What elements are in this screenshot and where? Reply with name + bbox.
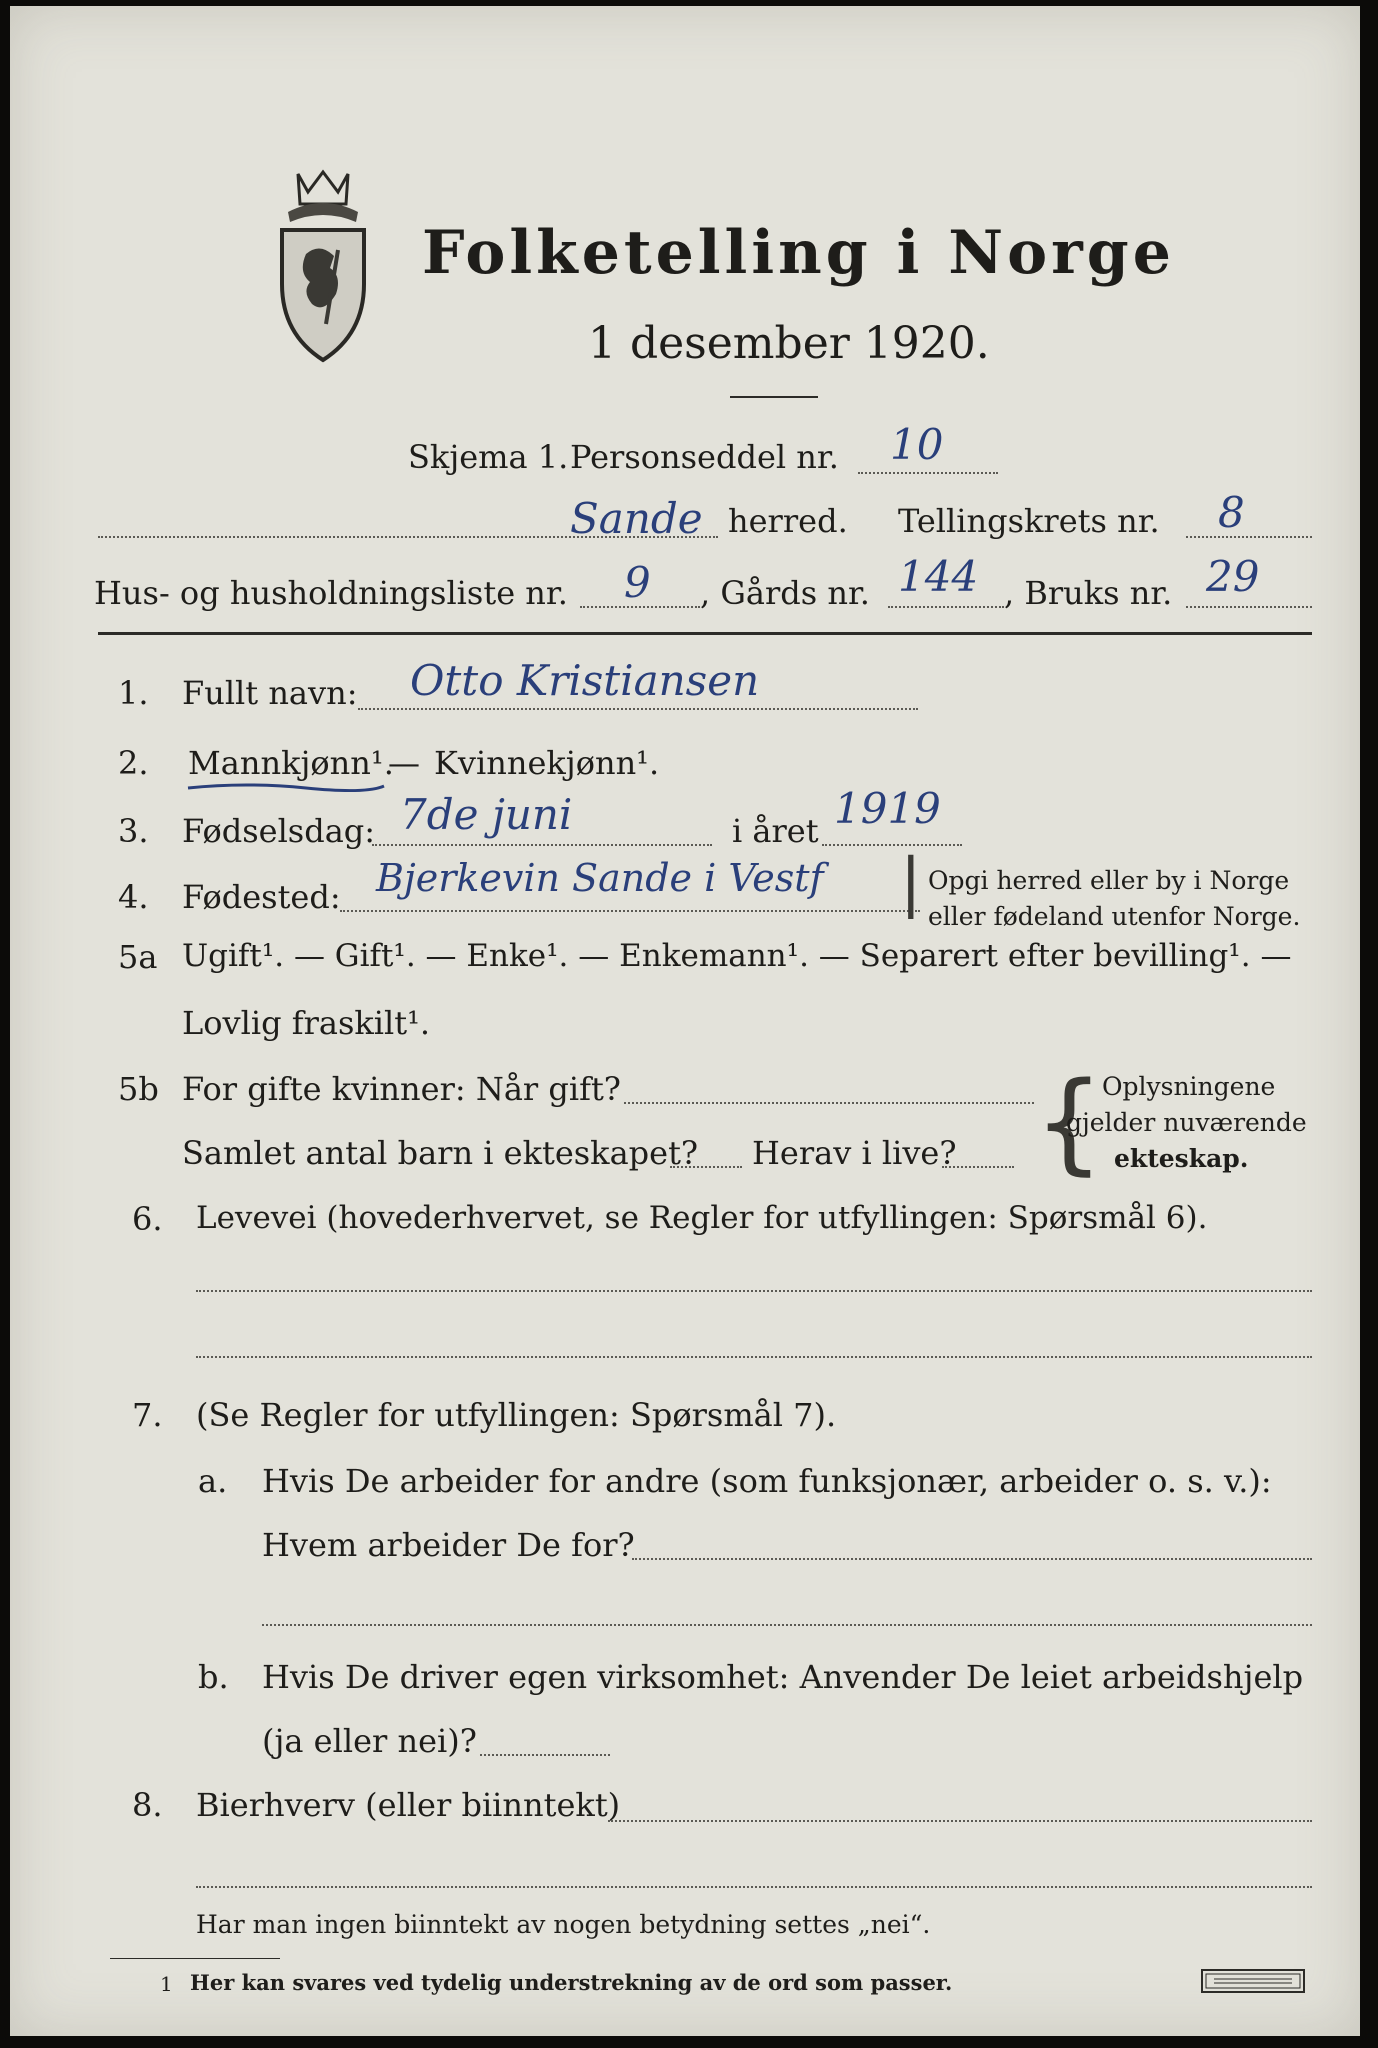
- q7a-line-1: Hvis De arbeider for andre (som funksjonær, arbeider o. s. v.):: [262, 1462, 1272, 1500]
- q7a-letter: a.: [198, 1462, 228, 1500]
- birth-date-value[interactable]: 7de juni: [400, 790, 573, 839]
- q3-dotted-line: [372, 844, 712, 846]
- printer-stamp-icon: [1200, 1968, 1306, 1994]
- q5b-alive-dotted-line[interactable]: [942, 1166, 1014, 1168]
- skjema-label: Skjema 1.: [408, 438, 569, 476]
- title-divider: [730, 396, 818, 398]
- q8-number: 8.: [132, 1786, 163, 1824]
- q5b-children-label: Samlet antal barn i ekteskapet?: [182, 1134, 699, 1172]
- q3-number: 3.: [118, 812, 149, 850]
- q4-brace: |: [900, 846, 922, 920]
- gards-label: , Gårds nr.: [700, 574, 870, 612]
- q3-year-dotted-line: [822, 844, 962, 846]
- hus-label: Hus- og husholdningsliste nr.: [94, 574, 568, 612]
- q7b-line-2: (ja eller nei)?: [262, 1722, 477, 1760]
- q6-answer-line-2[interactable]: [196, 1356, 1312, 1358]
- q8-label: Bierhverv (eller biinntekt): [196, 1786, 621, 1824]
- q1-number: 1.: [118, 674, 149, 712]
- herred-value[interactable]: Sande: [570, 494, 703, 543]
- coat-of-arms-icon: [268, 164, 378, 364]
- q2-male-option[interactable]: Mannkjønn¹.: [188, 744, 394, 782]
- q7b-hired-help-dotted-line[interactable]: [480, 1754, 610, 1756]
- hus-value[interactable]: 9: [624, 558, 651, 607]
- personseddel-label: Personseddel nr.: [570, 438, 839, 476]
- footnote-text: Her kan svares ved tydelig understrekning av de ord som passer.: [190, 1970, 953, 1995]
- q5b-note-line-3: ekteskap.: [1114, 1144, 1249, 1173]
- q8-dotted-line-2[interactable]: [196, 1886, 1312, 1888]
- gards-dotted-line: [888, 606, 1004, 608]
- q2-female-option[interactable]: Kvinnekjønn¹.: [434, 744, 660, 782]
- q5a-civil-status-options[interactable]: Ugift¹. — Gift¹. — Enke¹. — Enkemann¹. — Separert efter bevilling¹. —: [182, 938, 1292, 974]
- bruks-label: , Bruks nr.: [1004, 574, 1173, 612]
- q5b-note-line-2: gjelder nuværende: [1066, 1108, 1307, 1137]
- q5b-when-married-label: For gifte kvinner: Når gift?: [182, 1070, 621, 1108]
- q1-dotted-line: [358, 708, 918, 710]
- full-name-value[interactable]: Otto Kristiansen: [410, 656, 760, 705]
- gards-value[interactable]: 144: [898, 552, 979, 601]
- footnote-marker: 1: [160, 1972, 173, 1996]
- herred-label: herred.: [728, 502, 848, 540]
- q5b-when-married-dotted-line[interactable]: [624, 1102, 1034, 1104]
- tellingskrets-value[interactable]: 8: [1218, 488, 1245, 537]
- birth-year-value[interactable]: 1919: [834, 784, 941, 833]
- q5a-divorced-option[interactable]: Lovlig fraskilt¹.: [182, 1004, 431, 1042]
- q5b-children-dotted-line[interactable]: [670, 1166, 742, 1168]
- q7b-letter: b.: [198, 1658, 229, 1696]
- q2-separator: —: [388, 744, 420, 782]
- q4-label: Fødested:: [182, 878, 341, 916]
- personseddel-dotted-line: [858, 472, 998, 474]
- q7-label: (Se Regler for utfyllingen: Spørsmål 7).: [196, 1396, 837, 1434]
- bruks-value[interactable]: 29: [1206, 552, 1260, 601]
- q3-year-label: i året: [732, 812, 819, 850]
- q5b-note-line-1: Oplysningene: [1102, 1072, 1276, 1101]
- tellingskrets-dotted-line: [1186, 536, 1312, 538]
- q7-number: 7.: [132, 1396, 163, 1434]
- tellingskrets-label: Tellingskrets nr.: [898, 502, 1160, 540]
- q4-note-line-2: eller fødeland utenfor Norge.: [928, 902, 1301, 931]
- q6-label: Levevei (hovederhvervet, se Regler for utfyllingen: Spørsmål 6).: [196, 1200, 1208, 1236]
- q4-note-line-1: Opgi herred eller by i Norge: [928, 866, 1290, 895]
- header-rule: [98, 632, 1312, 635]
- form-title: Folketelling i Norge: [422, 218, 1175, 288]
- personseddel-value[interactable]: 10: [890, 420, 944, 469]
- q5b-brace: {: [1034, 1058, 1104, 1186]
- male-underline-mark: [186, 780, 386, 796]
- q5b-number: 5b: [118, 1070, 159, 1108]
- q2-number: 2.: [118, 744, 149, 782]
- q1-label: Fullt navn:: [182, 674, 358, 712]
- q8-note: Har man ingen biinntekt av nogen betydning settes „nei“.: [196, 1910, 931, 1939]
- q4-dotted-line: [340, 910, 920, 912]
- q6-answer-line-1[interactable]: [196, 1290, 1312, 1292]
- q8-dotted-line[interactable]: [608, 1820, 1312, 1822]
- census-form-sheet: [10, 6, 1360, 2036]
- q6-number: 6.: [132, 1200, 163, 1238]
- q7b-line-1: Hvis De driver egen virksomhet: Anvender De leiet arbeidshjelp: [262, 1658, 1304, 1696]
- census-date: 1 desember 1920.: [588, 318, 990, 369]
- bruks-dotted-line: [1186, 606, 1312, 608]
- q5b-alive-label: Herav i live?: [752, 1134, 957, 1172]
- birthplace-value[interactable]: Bjerkevin Sande i Vestf: [376, 856, 824, 900]
- q4-number: 4.: [118, 878, 149, 916]
- q7a-line-2: Hvem arbeider De for?: [262, 1526, 635, 1564]
- q3-label: Fødselsdag:: [182, 812, 376, 850]
- q5a-number: 5a: [118, 938, 158, 976]
- q7a-employer-dotted-line-2[interactable]: [262, 1624, 1312, 1626]
- footnote-rule: [110, 1958, 280, 1959]
- q7a-employer-dotted-line[interactable]: [632, 1558, 1312, 1560]
